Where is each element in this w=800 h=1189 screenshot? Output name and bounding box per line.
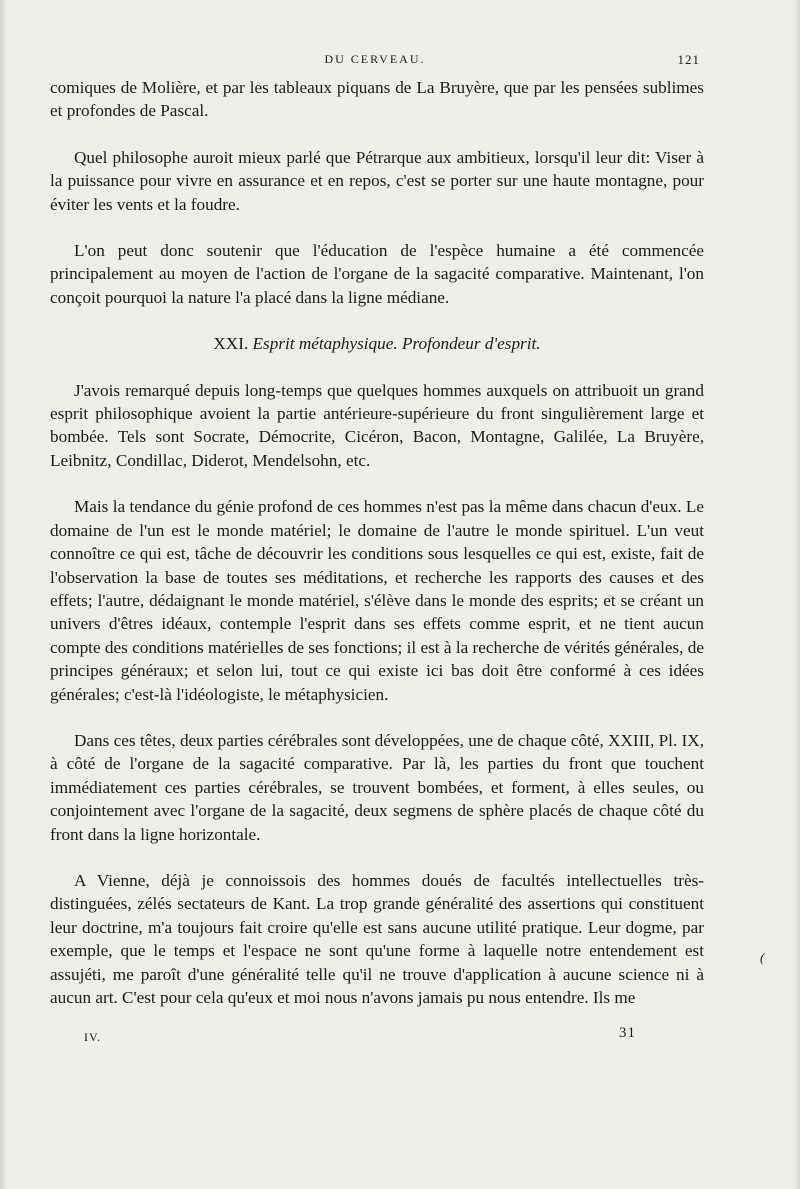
- body-text: [50, 76, 704, 1009]
- paragraph: J'avois remarqué depuis long-temps que quelques hommes auxquels on attribuoit un grand esprit philosophique avoient la partie antérieure-supérieure du front singulièrement large et bombée. Tels sont Socrate, Démocrite, Cicéron, Bacon, Montagne, Galilée, La Bruyère, Leibnitz, Condillac, Diderot, Mendelsohn, etc.: [50, 380, 704, 470]
- margin-mark: (: [760, 950, 765, 965]
- scan-shadow-right: [794, 0, 800, 1189]
- running-head: [50, 52, 700, 72]
- paragraph: L'on peut donc soutenir que l'éducation de l'espèce humaine a été commencée principalement au moyen de l'action de l'organe de la sagacité comparative. Maintenant, l'on conçoit pourquoi la nature l'a placé dans la ligne médiane.: [50, 241, 704, 307]
- running-title: DU CERVEAU.: [324, 52, 426, 66]
- page-number: 121: [677, 52, 700, 67]
- section-title: Esprit métaphysique. Profondeur d'esprit.: [252, 334, 541, 354]
- paragraph: Dans ces têtes, deux parties cérébrales sont développées, une de chaque côté, XXIII, Pl. IX, à côté de l'organe de la sagacité comparative. Par là, les parties du front que touchent immédiatement ces parties cérébrales, se trouvent bombées, et forment, à elles seules, ou conjointement avec l'organe de la sagacité, deux segmens de sphère placés de chaque côté du front dans la ligne horizontale.: [50, 730, 704, 844]
- section-heading: [50, 332, 704, 355]
- paragraph: A Vienne, déjà je connoissois des hommes doués de facultés intellectuelles très-distinguées, zélés sectateurs de Kant. La trop grande généralité des assertions qui constituent leur doctrine, m'a toujours fait croire qu'elle est sans aucune utilité pratique. Leur dogme, par exemple, que le temps et l'espace ne sont qu'une forme à laquelle notre entendement est assujéti, me paroît d'une généralité telle qu'il ne trouve d'application à aucune science ni à aucun art. C'est pour cela qu'eux et moi nous n'avons jamais pu nous entendre. Ils me: [50, 870, 704, 1007]
- sheet-signature: 31: [619, 1025, 636, 1041]
- paragraph: comiques de Molière, et par les tableaux piquans de La Bruyère, que par les pensées sublimes et profondes de Pascal.: [50, 78, 704, 121]
- volume-signature: IV.: [84, 1030, 102, 1044]
- paragraph: Mais la tendance du génie profond de ces hommes n'est pas la même dans chacun d'eux. Le domaine de l'un est le monde matériel; le domaine de l'autre le monde spirituel. L'un veut connoître ce qui est, tâche de découvrir les conditions sous lesquelles ce qui est, existe, fait de l'observation la base de toutes ses méditations, et recherche les rapports des causes et des effets; l'autre, dédaignant le monde matériel, s'élève dans le monde des esprits; et se créant un univers d'êtres idéaux, contemple l'esprit dans ses effets comme esprit, et ne tient aucun compte des conditions matérielles de ses fonctions; il est à la recherche de vérités générales, de principes généraux; et selon lui, tout ce qui existe ici bas doit être conformé à ces idées générales; c'est-là l'idéologiste, le métaphysicien.: [50, 497, 704, 704]
- section-number: XXI.: [213, 334, 249, 354]
- scan-shadow-left: [0, 0, 8, 1189]
- paragraph: Quel philosophe auroit mieux parlé que Pétrarque aux ambitieux, lorsqu'il leur dit: Viser à la puissance pour vivre en assurance et en repos, c'est se porter sur une haute montagne, pour éviter les vents et la foudre.: [50, 147, 704, 214]
